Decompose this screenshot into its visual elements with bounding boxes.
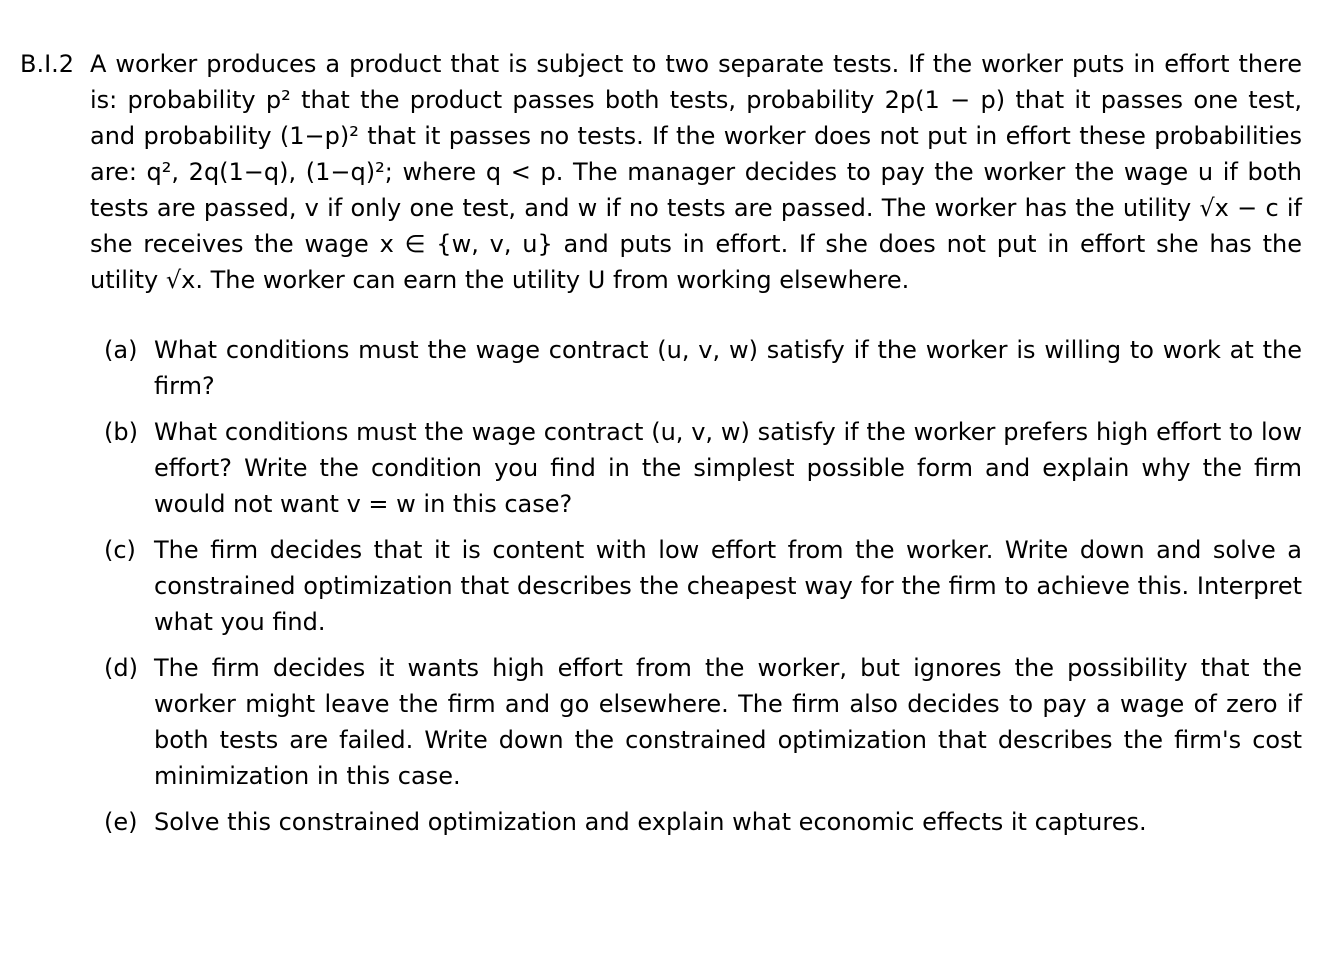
question-part-d <box>104 650 1302 794</box>
part-label: (c) <box>104 536 136 564</box>
part-label: (b) <box>104 418 138 446</box>
part-label: (a) <box>104 336 138 364</box>
part-label: (e) <box>104 808 138 836</box>
question-part-a <box>104 332 1302 404</box>
problem-block <box>20 46 1302 298</box>
question-parts <box>104 332 1302 850</box>
problem-statement: A worker produces a product that is subject to two separate tests. If the worker puts in effort there is: probability p² that the product passes both tests, probability 2p(1 − p) that it passes one test, and probability (1−p)² that it passes no tests. If the worker does not put in effort these probabilities are: q², 2q(1−q), (1−q)²; where q < p. The manager decides to pay the worker the wage u if both tests are passed, v if only one test, and w if no tests are passed. The worker has the utility √x − c if she receives the wage x ∈ {w, v, u} and puts in effort. If she does not put in effort she has the utility √x. The worker can earn the utility U from working elsewhere. <box>90 50 1302 294</box>
question-part-b <box>104 414 1302 522</box>
part-text: The firm decides that it is content with low effort from the worker. Write down and solve a constrained optimization that describes the cheapest way for the firm to achieve this. Interpret what you find. <box>154 536 1302 636</box>
part-text: The firm decides it wants high effort from the worker, but ignores the possibility that the worker might leave the firm and go elsewhere. The firm also decides to pay a wage of zero if both tests are failed. Write down the constrained optimization that describes the firm's cost minimization in this case. <box>154 654 1302 790</box>
part-text: What conditions must the wage contract (u, v, w) satisfy if the worker is willing to work at the firm? <box>154 336 1302 400</box>
part-label: (d) <box>104 654 138 682</box>
problem-label: B.I.2 <box>20 50 75 78</box>
part-text: What conditions must the wage contract (u, v, w) satisfy if the worker prefers high effort to low effort? Write the condition you find in the simplest possible form and explain why the firm would not want v = w in this case? <box>154 418 1302 518</box>
question-part-c <box>104 532 1302 640</box>
part-text: Solve this constrained optimization and explain what economic effects it captures. <box>154 808 1147 836</box>
question-part-e <box>104 804 1302 840</box>
